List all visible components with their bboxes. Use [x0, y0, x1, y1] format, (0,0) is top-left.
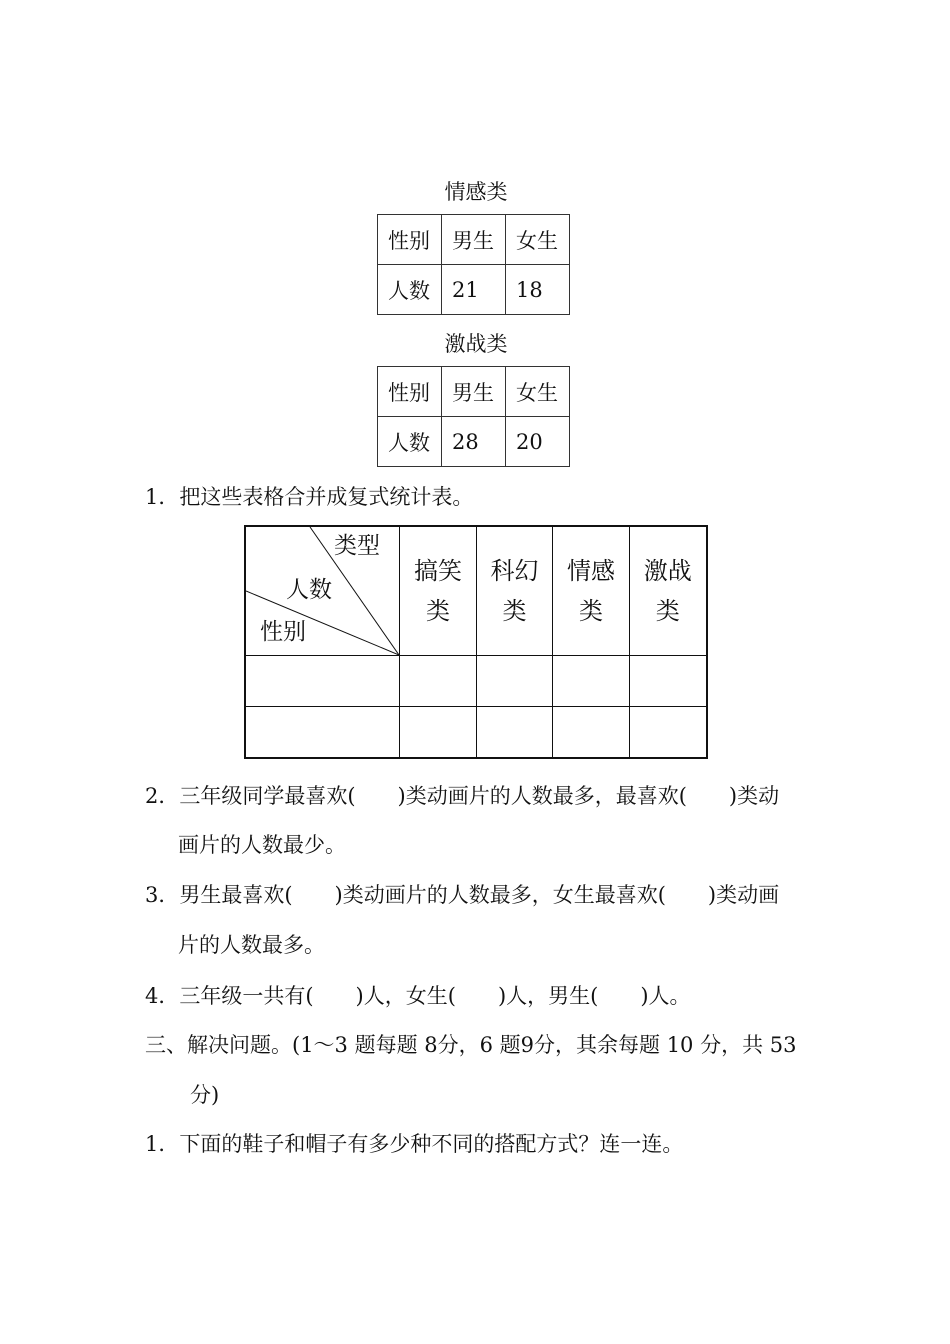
table-row — [378, 417, 570, 467]
table-cell: 女生 — [506, 367, 570, 417]
blank-cell[interactable] — [245, 707, 400, 758]
header-text: 激战 — [643, 557, 692, 585]
table-row — [378, 367, 570, 417]
table-row — [245, 707, 707, 758]
blank-cell[interactable] — [477, 656, 553, 707]
blank-cell[interactable] — [630, 656, 707, 707]
table-cell: 21 — [442, 265, 506, 315]
column-header-scifi — [477, 526, 553, 656]
header-text: 类 — [579, 597, 603, 625]
blank-cell[interactable] — [553, 656, 630, 707]
header-text: 类 — [502, 597, 527, 625]
emotion-table — [377, 214, 570, 315]
blank-cell[interactable] — [553, 707, 630, 758]
column-header-battle — [630, 526, 707, 656]
header-text: 类 — [426, 597, 450, 625]
table-caption-emotion: 情感类 — [444, 180, 508, 204]
header-text: 科幻 — [490, 557, 539, 585]
table-row — [378, 265, 570, 315]
question-4: 4．三年级一共有( )人，女生( )人，男生( )人。 — [145, 984, 691, 1008]
column-header-emotion — [553, 526, 630, 656]
table-cell: 性别 — [378, 215, 442, 265]
table-cell: 人数 — [378, 265, 442, 315]
blank-cell[interactable] — [630, 707, 707, 758]
table-cell: 20 — [506, 417, 570, 467]
table-cell: 28 — [442, 417, 506, 467]
question-2-line2: 画片的人数最少。 — [178, 833, 346, 857]
question-3-line2: 片的人数最多。 — [178, 933, 325, 957]
corner-count-label: 人数 — [286, 577, 332, 603]
blank-cell[interactable] — [400, 656, 477, 707]
table-cell: 18 — [506, 265, 570, 315]
header-text: 情感 — [567, 557, 615, 585]
blank-cell[interactable] — [400, 707, 477, 758]
table-cell: 人数 — [378, 417, 442, 467]
blank-cell[interactable] — [477, 707, 553, 758]
blank-cell[interactable] — [245, 656, 400, 707]
section-3-heading-cont: 分) — [190, 1083, 220, 1107]
table-row — [378, 215, 570, 265]
header-text: 类 — [655, 597, 680, 625]
table-row — [245, 656, 707, 707]
section-3-question-1: 1．下面的鞋子和帽子有多少种不同的搭配方式？连一连。 — [145, 1132, 684, 1156]
corner-gender-label: 性别 — [260, 619, 306, 645]
table-cell: 性别 — [378, 367, 442, 417]
table-cell: 男生 — [442, 367, 506, 417]
table-cell: 女生 — [506, 215, 570, 265]
battle-table — [377, 366, 570, 467]
table-cell: 男生 — [442, 215, 506, 265]
header-text: 搞笑 — [414, 557, 462, 585]
diagonal-header-cell — [245, 526, 400, 656]
section-3-heading: 三、解决问题。(1～3 题每题 8分，6 题9分，其余每题 10 分，共 53 — [145, 1033, 797, 1057]
compound-stat-table — [244, 525, 708, 759]
column-header-funny — [400, 526, 477, 656]
question-1: 1．把这些表格合并成复式统计表。 — [145, 485, 474, 509]
question-3-line1: 3．男生最喜欢( )类动画片的人数最多，女生最喜欢( )类动画 — [145, 883, 780, 907]
corner-type-label: 类型 — [334, 533, 380, 559]
table-caption-battle: 激战类 — [444, 332, 508, 356]
question-2-line1: 2．三年级同学最喜欢( )类动画片的人数最多，最喜欢( )类动 — [145, 784, 780, 808]
